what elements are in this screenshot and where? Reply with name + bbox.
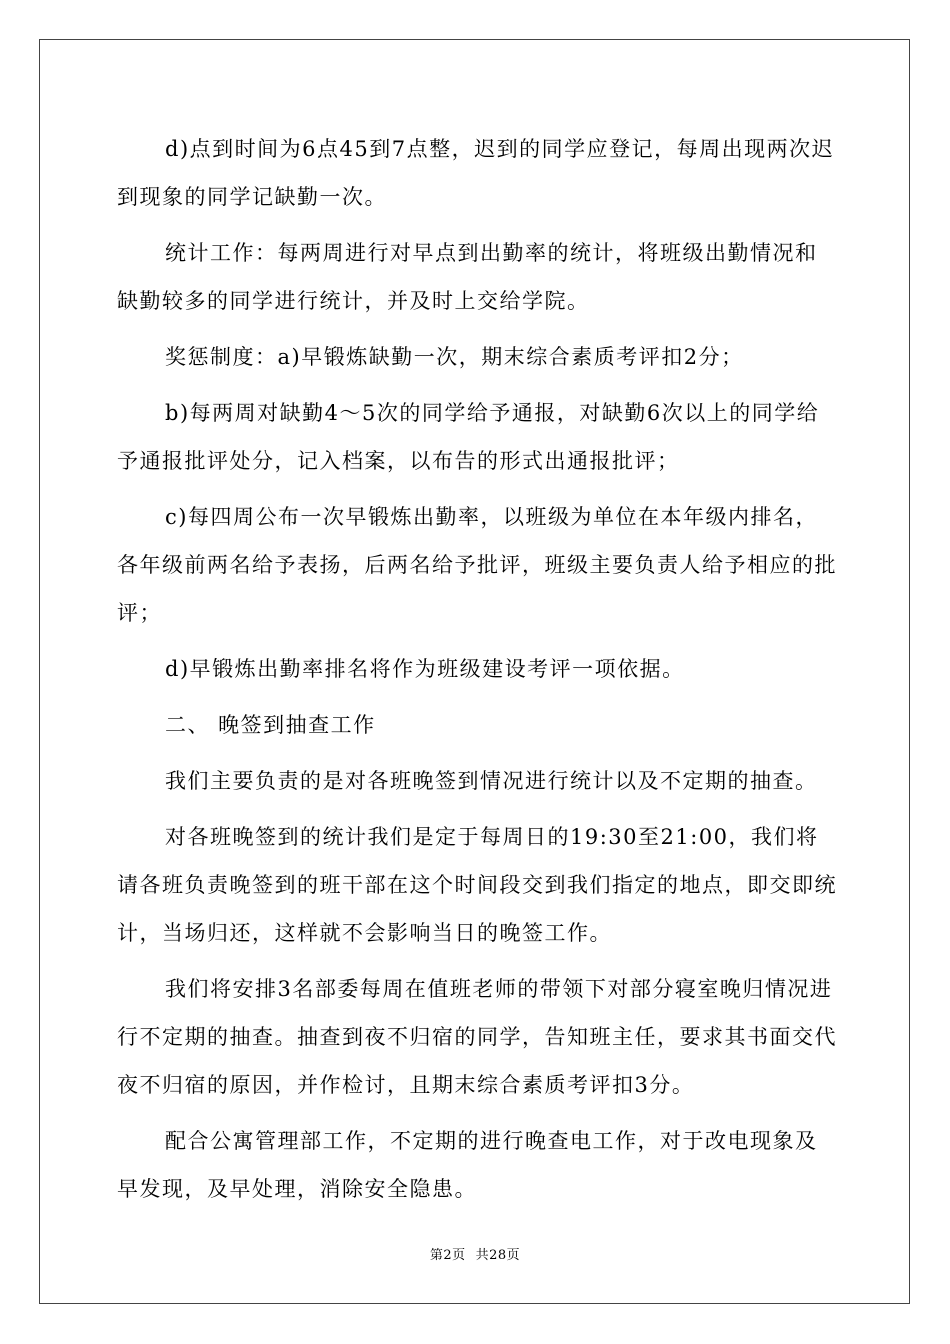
- page-footer: [0, 1247, 950, 1265]
- paragraph: 统计工作：每两周进行对早点到出勤率的统计，将班级出勤情况和缺勤较多的同学进行统计，并及时上交给学院。: [117, 241, 818, 313]
- paragraph: b)每两周对缺勤4～5次的同学给予通报，对缺勤6次以上的同学给予通报批评处分，记入档案，以布告的形式出通报批评；: [117, 401, 820, 473]
- paragraph: 配合公寓管理部工作，不定期的进行晚查电工作，对于改电现象及早发现，及早处理，消除安全隐患。: [117, 1129, 818, 1201]
- document-body: [117, 125, 837, 1213]
- paragraph: 对各班晚签到的统计我们是定于每周日的19:30至21:00，我们将请各班负责晚签到的班干部在这个时间段交到我们指定的地点，即交即统计，当场归还，这样就不会影响当日的晚签工作。: [117, 825, 837, 945]
- page-number: 第2页: [429, 1248, 466, 1263]
- paragraph: 我们主要负责的是对各班晚签到情况进行统计以及不定期的抽查。: [165, 769, 818, 793]
- paragraph: 我们将安排3名部委每周在值班老师的带领下对部分寝室晚归情况进行不定期的抽查。抽查到夜不归宿的同学，告知班主任，要求其书面交代夜不归宿的原因，并作检讨，且期末综合素质考评扣3分。: [117, 977, 837, 1097]
- paragraph: d)点到时间为6点45到7点整，迟到的同学应登记，每周出现两次迟到现象的同学记缺勤一次。: [117, 137, 835, 209]
- page-total: 共28页: [475, 1248, 521, 1263]
- paragraph: d)早锻炼出勤率排名将作为班级建设考评一项依据。: [165, 657, 685, 681]
- paragraph: c)每四周公布一次早锻炼出勤率，以班级为单位在本年级内排名，各年级前两名给予表扬，后两名给予批评，班级主要负责人给予相应的批评；: [117, 505, 837, 625]
- section-heading: 二、 晚签到抽查工作: [165, 713, 376, 737]
- paragraph: 奖惩制度：a)早锻炼缺勤一次，期末综合素质考评扣2分；: [165, 345, 744, 369]
